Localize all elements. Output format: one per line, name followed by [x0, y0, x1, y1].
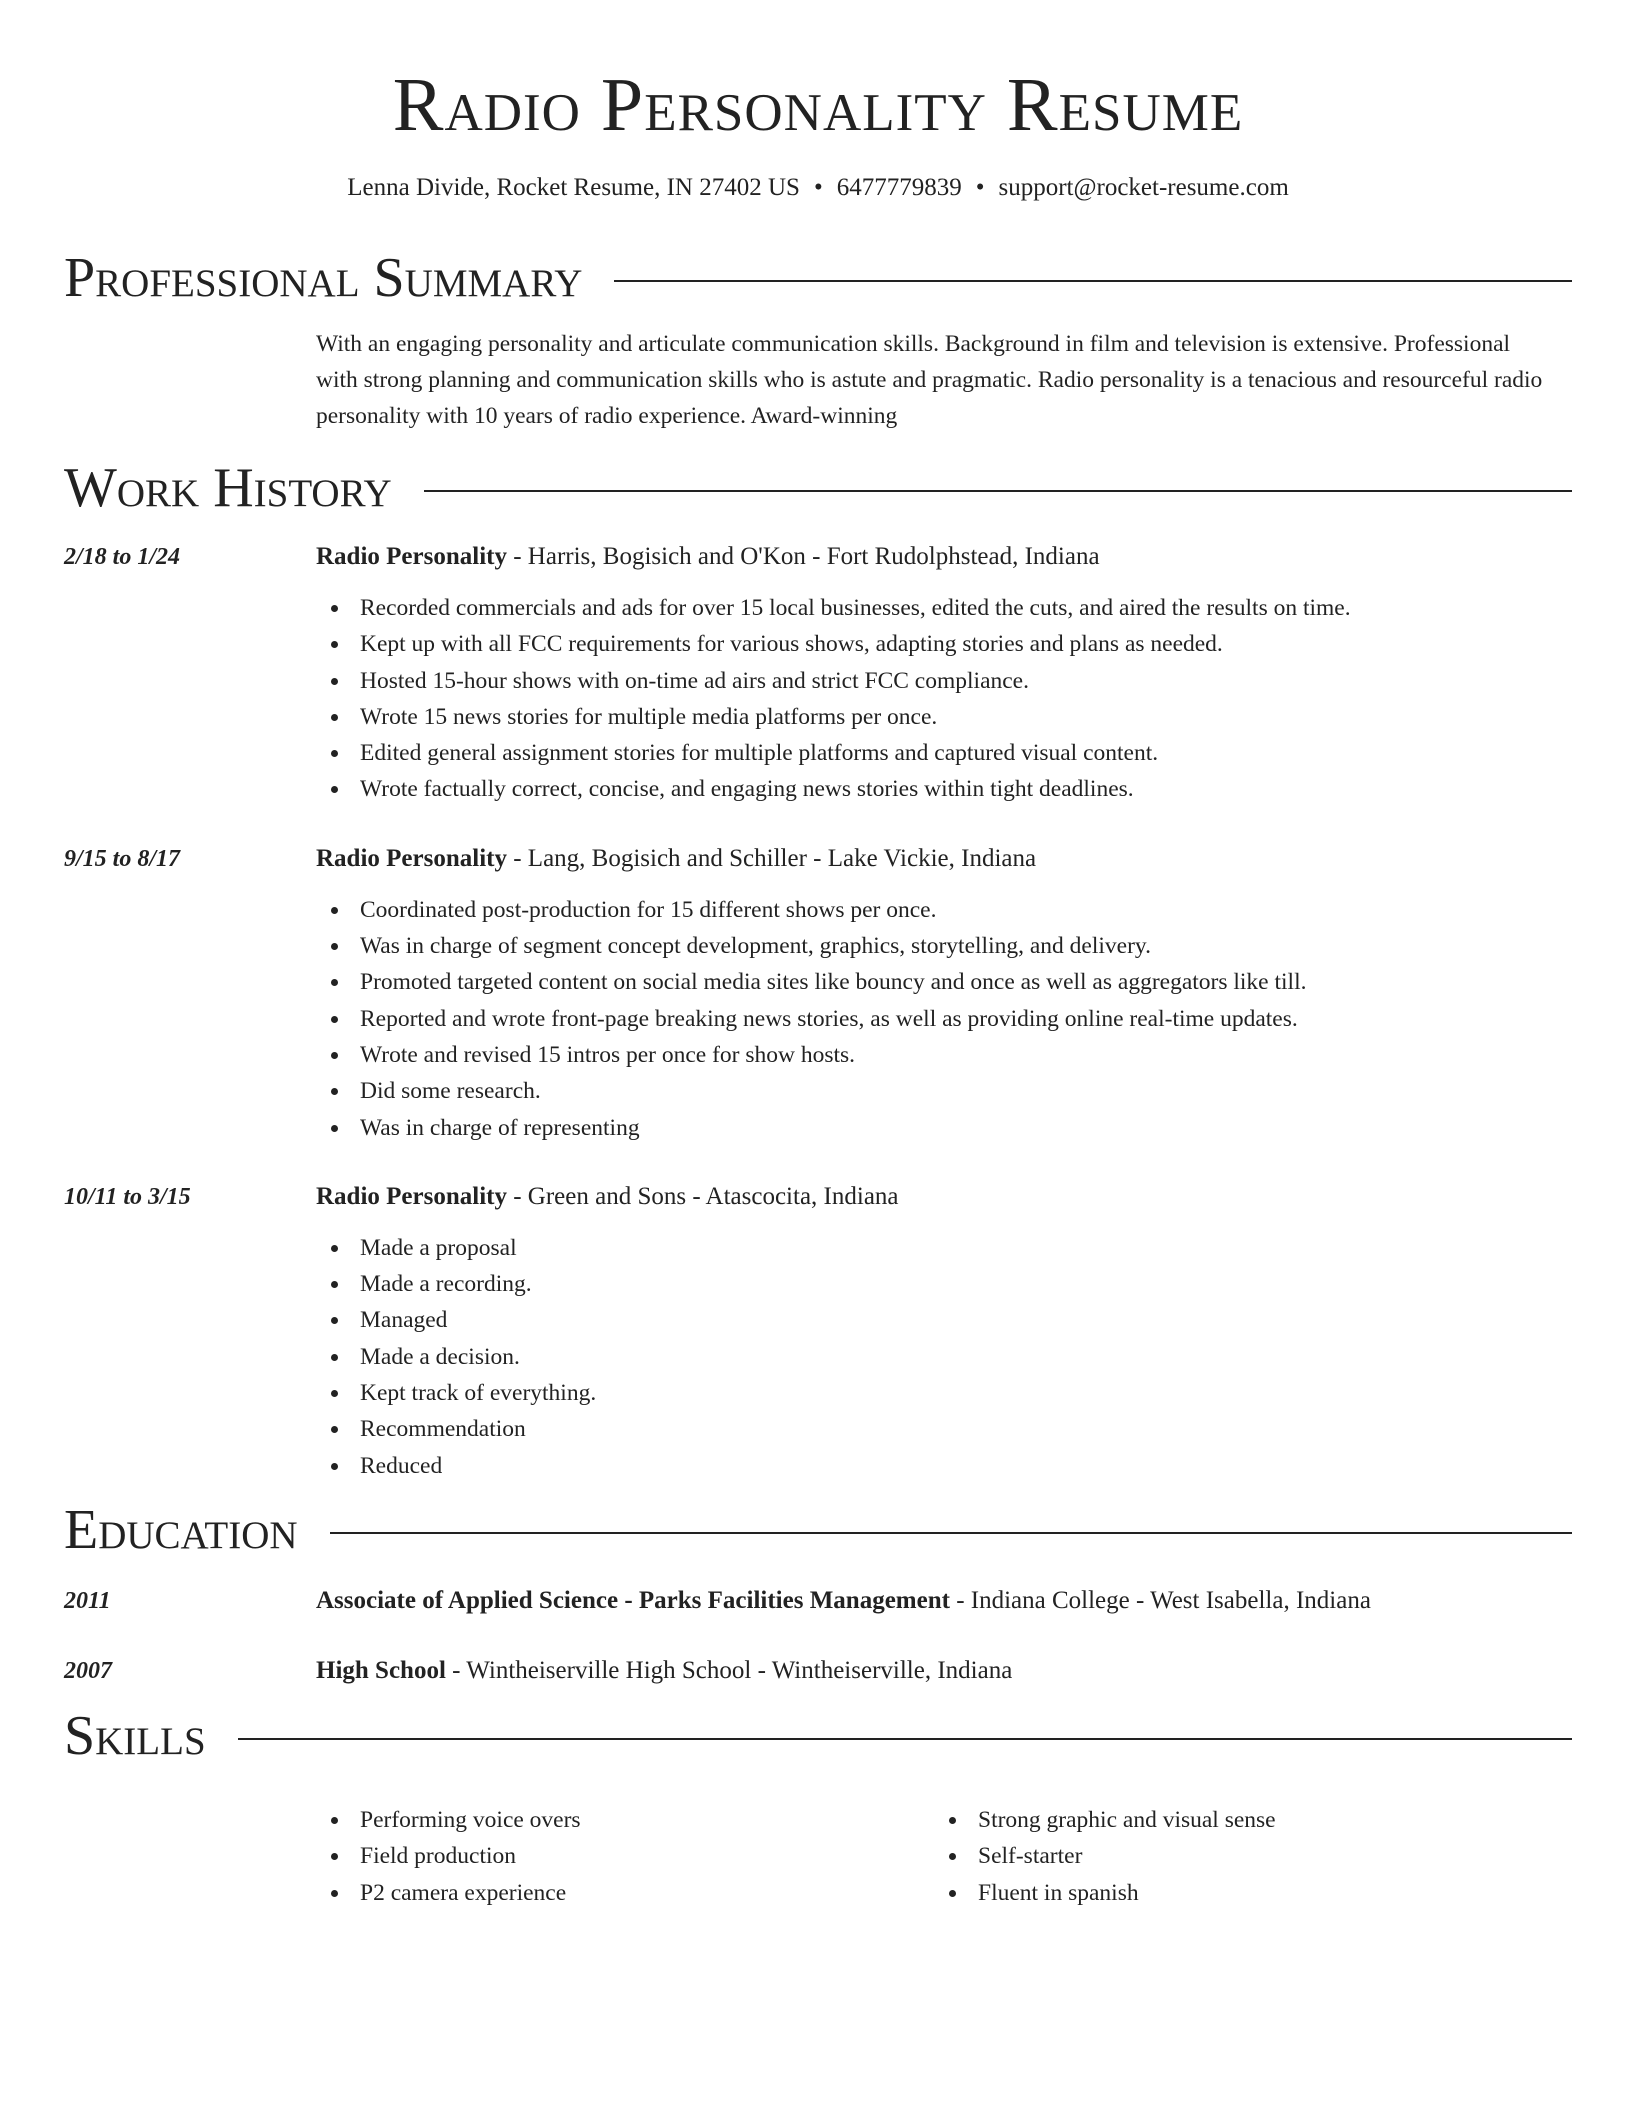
contact-email: support@rocket-resume.com: [998, 174, 1289, 201]
contact-address: Lenna Divide, Rocket Resume, IN 27402 US: [347, 174, 800, 201]
skills-columns: [316, 1802, 1572, 1911]
job-duty: Wrote factually correct, concise, and engaging news stories within tight deadlines.: [316, 771, 1572, 807]
job-employer-location: - Green and Sons - Atascocita, Indiana: [506, 1182, 899, 1210]
job-duties-list: [316, 590, 1572, 808]
education-body: [316, 1654, 1572, 1688]
summary-text: With an engaging personality and articulate communication skills. Background in film and television is extensive. Professional with strong planning and communication skills who is astute and pragmatic. Radio personality is a tenacious and resourceful radio personality with 10 years of radio experience. Award-winning: [316, 331, 1543, 429]
job-duty: Made a recording.: [316, 1266, 1572, 1302]
summary-heading: Professional Summary: [64, 247, 583, 309]
job-duty: Kept track of everything.: [316, 1375, 1572, 1411]
skills-list-left: [316, 1802, 934, 1911]
work-history-heading: Work History: [64, 457, 392, 519]
resume-page: [64, 0, 1572, 1911]
contact-line: [64, 172, 1572, 204]
contact-separator: •: [975, 174, 985, 201]
education-year: 2007: [64, 1657, 112, 1684]
job-entry: [64, 842, 1572, 1146]
education-entry: [64, 1584, 1572, 1618]
job-duty: Did some research.: [316, 1073, 1572, 1109]
job-title: Radio Personality: [316, 543, 507, 570]
work-history-section-header: [64, 458, 1572, 518]
page-title: Radio Personality Resume: [392, 63, 1244, 147]
job-dates: 9/15 to 8/17: [64, 845, 181, 872]
job-duty: Recorded commercials and ads for over 15 local businesses, edited the cuts, and aired the results on time.: [316, 590, 1572, 626]
contact-phone: 6477779839: [836, 174, 962, 201]
job-duty: Wrote 15 news stories for multiple media platforms per once.: [316, 699, 1572, 735]
job-duties-list: [316, 1230, 1572, 1484]
education-section-header: [64, 1500, 1572, 1560]
job-duty: Hosted 15-hour shows with on-time ad airs and strict FCC compliance.: [316, 663, 1572, 699]
job-dates: 2/18 to 1/24: [64, 544, 181, 570]
contact-separator: •: [813, 174, 823, 201]
job-duty: Recommendation: [316, 1411, 1572, 1447]
section-divider: [330, 1532, 1572, 1534]
skills-list-right: [934, 1802, 1552, 1911]
education-school-location: - Indiana College - West Isabella, Indiana: [949, 1586, 1371, 1614]
job-entry: [64, 1180, 1572, 1484]
section-divider: [238, 1738, 1572, 1740]
job-heading: [316, 540, 1572, 574]
job-dates: 10/11 to 3/15: [64, 1183, 191, 1210]
job-body: [316, 540, 1572, 808]
education-heading: Education: [64, 1498, 298, 1561]
job-duty: Reduced: [316, 1448, 1572, 1484]
education-year: 2011: [64, 1587, 111, 1614]
education-school-location: - Wintheiserville High School - Wintheiserville, Indiana: [445, 1656, 1013, 1684]
section-divider: [424, 490, 1572, 492]
job-duty: Was in charge of representing: [316, 1110, 1572, 1146]
job-duty: Made a decision.: [316, 1339, 1572, 1375]
job-title: Radio Personality: [316, 844, 507, 872]
summary-section-header: [64, 248, 1572, 308]
skill-item: Performing voice overs: [316, 1802, 934, 1838]
job-heading: [316, 1180, 1572, 1214]
skills-heading: Skills: [64, 1704, 206, 1767]
job-heading: [316, 842, 1572, 876]
skill-item: Strong graphic and visual sense: [934, 1802, 1552, 1838]
job-duty: Edited general assignment stories for multiple platforms and captured visual content.: [316, 735, 1572, 771]
education-degree: Associate of Applied Science - Parks Facilities Management: [316, 1586, 950, 1614]
job-duties-list: [316, 892, 1572, 1146]
job-body: [316, 1180, 1572, 1484]
skill-item: Self-starter: [934, 1838, 1552, 1874]
job-title: Radio Personality: [316, 1182, 507, 1210]
job-employer-location: - Lang, Bogisich and Schiller - Lake Vickie, Indiana: [506, 844, 1037, 872]
skill-item: P2 camera experience: [316, 1875, 934, 1911]
education-degree: High School: [316, 1656, 446, 1684]
job-duty: Kept up with all FCC requirements for various shows, adapting stories and plans as needed.: [316, 626, 1572, 662]
job-duty: Reported and wrote front-page breaking news stories, as well as providing online real-time updates.: [316, 1001, 1572, 1037]
education-body: [316, 1584, 1572, 1618]
skill-item: Fluent in spanish: [934, 1875, 1552, 1911]
job-duty: Managed: [316, 1302, 1572, 1338]
section-divider: [614, 280, 1572, 282]
job-duty: Was in charge of segment concept development, graphics, storytelling, and delivery.: [316, 928, 1572, 964]
education-heading-line: [316, 1654, 1572, 1688]
job-duty: Made a proposal: [316, 1230, 1572, 1266]
education-entry: [64, 1654, 1572, 1688]
job-duty: Coordinated post-production for 15 different shows per once.: [316, 892, 1572, 928]
job-duty: Promoted targeted content on social media sites like bouncy and once as well as aggregators like till.: [316, 964, 1572, 1000]
skills-section-header: [64, 1706, 1572, 1766]
job-duty: Wrote and revised 15 intros per once for show hosts.: [316, 1037, 1572, 1073]
job-entry: [64, 540, 1572, 808]
education-heading-line: [316, 1584, 1572, 1618]
skill-item: Field production: [316, 1838, 934, 1874]
job-employer-location: - Harris, Bogisich and O'Kon - Fort Rudolphstead, Indiana: [506, 543, 1100, 570]
job-body: [316, 842, 1572, 1146]
